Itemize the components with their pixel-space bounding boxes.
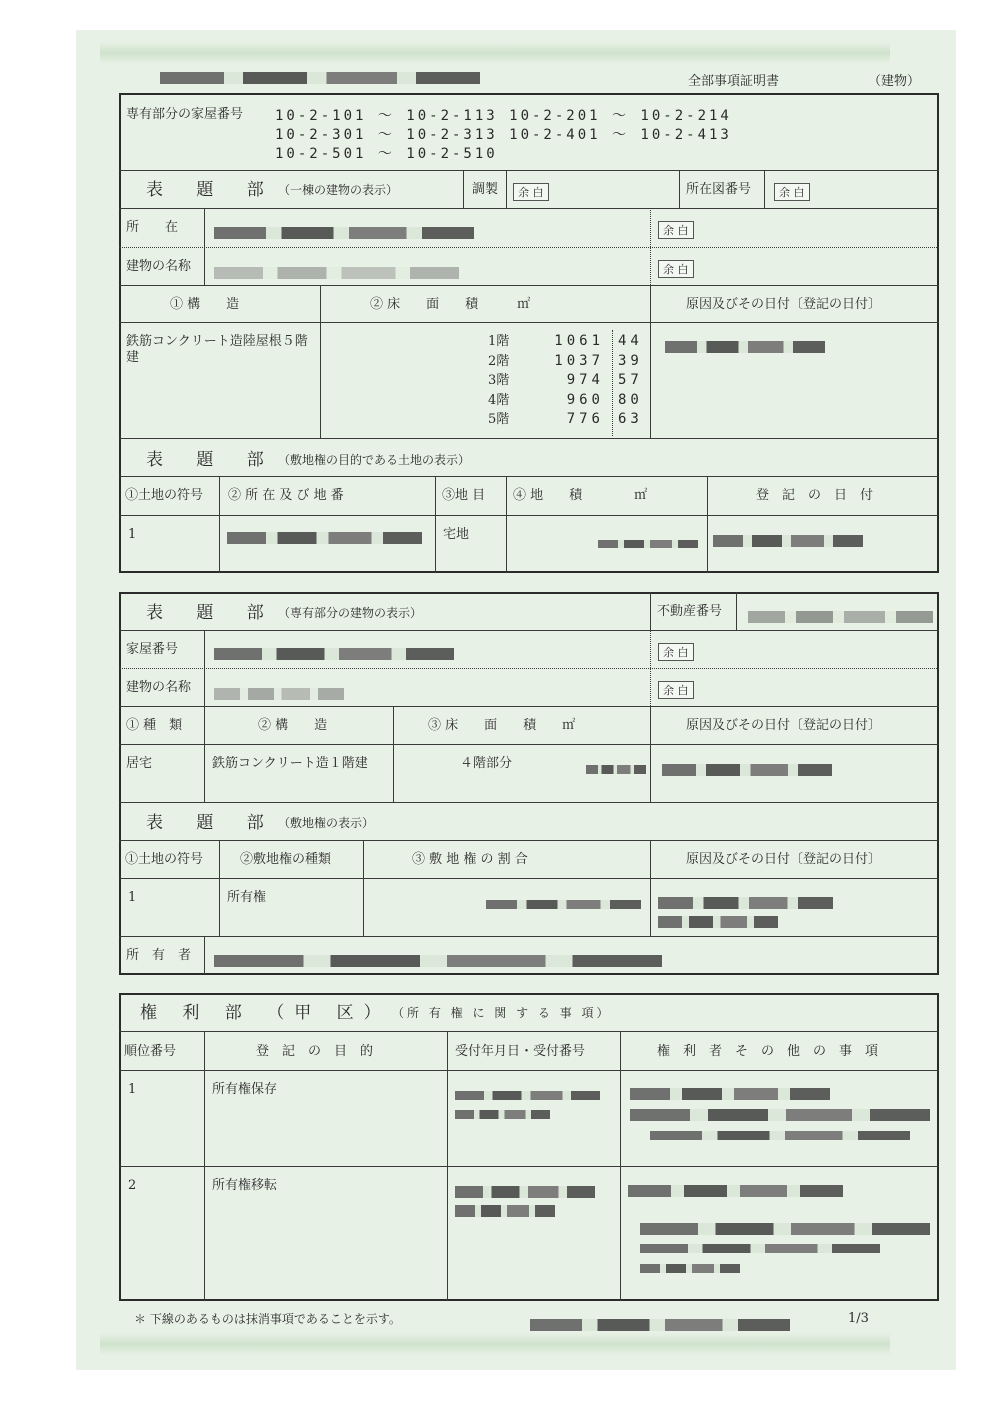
floor-area: 974 <box>566 372 604 388</box>
right-row-2-details-redacted-4 <box>640 1258 740 1277</box>
unit-area-redacted <box>586 759 646 778</box>
right-row-1-details-redacted-3 <box>650 1125 910 1144</box>
unit-structure-value: 鉄筋コンクリート造１階建 <box>212 756 368 771</box>
divider <box>119 438 939 439</box>
right-row-2-receipt-redacted <box>455 1181 595 1200</box>
unit-house-number-note: 余 白 <box>658 643 694 661</box>
house-numbers-line-1: 10-2-101 ～ 10-2-113 10-2-201 ～ 10-2-214 <box>275 108 732 124</box>
s2-col-date: 登 記 の 日 付 <box>756 488 874 503</box>
section4-subtitle: （敷地権の表示） <box>278 816 375 830</box>
s2-date-redacted <box>713 530 863 549</box>
s2-col-category: ③地 目 <box>442 488 486 503</box>
divider <box>363 840 364 936</box>
divider <box>506 476 507 573</box>
divider <box>119 1031 939 1032</box>
divider <box>119 706 939 707</box>
floor-area-decimal: 39 <box>618 352 643 369</box>
right-row-1-details-redacted-1 <box>630 1083 830 1102</box>
divider <box>119 208 939 209</box>
s2-location-redacted <box>227 527 422 546</box>
divider <box>119 515 939 516</box>
realestate-number-label: 不動産番号 <box>657 604 723 619</box>
floor-label: 3階 <box>488 373 510 388</box>
section5-title: 権 利 部 （甲 区） <box>140 1003 391 1023</box>
floor-area-decimal: 57 <box>618 372 643 388</box>
divider <box>119 476 939 477</box>
section3-subtitle: （専有部分の建物の表示） <box>278 606 423 620</box>
structure-value: 鉄筋コンクリート造陸屋根５階建 <box>126 334 308 365</box>
floor-area: 776 <box>566 411 604 427</box>
divider <box>119 247 939 248</box>
floor-label: 5階 <box>488 412 510 427</box>
location-note: 余 白 <box>658 221 694 239</box>
realestate-number-redacted <box>748 606 933 625</box>
s5-col-receipt: 受付年月日・受付番号 <box>455 1044 586 1059</box>
floor-label: 1階 <box>488 334 510 349</box>
divider <box>764 170 765 208</box>
unit-cause-redacted <box>662 759 832 778</box>
s2-col-code: ①土地の符号 <box>125 488 204 503</box>
right-row-1-receipt-redacted-2 <box>455 1104 550 1123</box>
s4-land-code: 1 <box>128 890 137 905</box>
chosei-label: 調製 <box>472 182 499 197</box>
floor-area: 960 <box>566 391 604 408</box>
divider <box>219 476 220 573</box>
unit-name-label: 建物の名称 <box>126 680 192 695</box>
footer-note: ＊ 下線のあるものは抹消事項であることを示す。 <box>134 1312 401 1326</box>
house-numbers-label: 専有部分の家屋番号 <box>126 107 244 122</box>
s3-col-area: ③ 床 面 積 ㎡ <box>428 718 576 733</box>
divider <box>119 170 939 171</box>
s5-col-details: 権 利 者 そ の 他 の 事 項 <box>657 1044 879 1059</box>
divider <box>119 285 939 286</box>
divider <box>119 1166 939 1167</box>
s3-col-kind: ① 種 類 <box>126 718 183 733</box>
location-label: 所 在 <box>126 220 179 235</box>
divider <box>219 840 220 936</box>
s2-area-redacted <box>598 533 698 552</box>
divider <box>736 592 737 630</box>
divider <box>650 285 651 438</box>
divider <box>204 706 205 802</box>
right-row-2-details-redacted-3 <box>640 1238 880 1257</box>
divider <box>707 476 708 573</box>
s3-col-cause: 原因及びその日付〔登記の日付〕 <box>686 718 882 733</box>
s5-col-purpose: 登 記 の 目 的 <box>256 1044 374 1059</box>
divider <box>650 840 651 936</box>
s4-right-type: 所有権 <box>227 890 267 905</box>
divider <box>679 170 680 208</box>
s5-col-rank: 順位番号 <box>124 1044 177 1059</box>
location-redacted <box>214 222 474 241</box>
decimal-divider <box>612 330 613 436</box>
divider <box>119 840 939 841</box>
floor-label: 4階 <box>488 392 510 408</box>
floor-area-decimal: 63 <box>618 411 643 427</box>
divider <box>393 706 394 802</box>
s4-col-type: ②敷地権の種類 <box>240 852 332 867</box>
unit-name-note: 余 白 <box>658 681 694 699</box>
right-row-1-details-redacted-2 <box>630 1104 930 1123</box>
map-number-label: 所在図番号 <box>686 182 752 197</box>
cause-redacted <box>665 336 825 355</box>
s2-col-area: ④ 地 積 ㎡ <box>513 488 648 503</box>
divider <box>119 936 939 937</box>
divider <box>435 476 436 573</box>
floor-area-decimal: 80 <box>618 391 643 408</box>
floor-label: 2階 <box>488 353 510 369</box>
divider <box>119 1070 939 1071</box>
owner-label: 所 有 者 <box>126 948 192 963</box>
section3-title: 表 題 部 <box>146 603 278 623</box>
divider <box>506 170 507 208</box>
unit-name-redacted <box>214 683 344 702</box>
s4-col-cause: 原因及びその日付〔登記の日付〕 <box>686 852 882 867</box>
unit-kind-value: 居宅 <box>126 756 153 771</box>
map-number-value: 余 白 <box>774 183 810 201</box>
right-row-2-details-redacted-1 <box>628 1180 843 1199</box>
section2-title: 表 題 部 <box>146 450 278 470</box>
divider <box>119 878 939 879</box>
right-row-1-receipt-redacted <box>455 1085 600 1104</box>
s4-cause-redacted-1 <box>658 892 833 911</box>
s2-land-category: 宅地 <box>443 527 470 542</box>
s2-col-location: ② 所 在 及 び 地 番 <box>228 488 344 503</box>
divider <box>320 285 321 438</box>
s2-land-code: 1 <box>128 527 137 542</box>
right-row-2-receipt-redacted-2 <box>455 1200 555 1219</box>
footer-code-redacted <box>530 1314 790 1333</box>
divider <box>119 322 939 323</box>
s4-cause-redacted-2 <box>658 911 778 930</box>
unit-area-part: ４階部分 <box>460 756 513 771</box>
divider <box>119 668 939 669</box>
right-row-2-purpose: 所有権移転 <box>212 1178 278 1193</box>
divider <box>119 630 939 631</box>
s4-col-code: ①土地の符号 <box>125 852 204 867</box>
right-row-1-no: 1 <box>128 1082 137 1097</box>
unit-house-number-label: 家屋番号 <box>126 642 179 657</box>
col-floor-area: ② 床 面 積 ㎡ <box>370 297 531 312</box>
right-row-2-details-redacted-2 <box>640 1218 930 1237</box>
divider <box>119 744 939 745</box>
section5-subtitle: （所 有 権 に 関 す る 事 項） <box>392 1006 612 1020</box>
divider <box>463 170 464 208</box>
floor-area: 1061 <box>554 333 604 349</box>
col-structure: ① 構 造 <box>170 297 240 312</box>
floor-area: 1037 <box>554 352 604 369</box>
page-number: 1/3 <box>848 1311 869 1326</box>
col-cause-date: 原因及びその日付〔登記の日付〕 <box>686 297 882 312</box>
house-numbers-line-3: 10-2-501 ～ 10-2-510 <box>275 146 498 162</box>
s4-col-ratio: ③ 敷 地 権 の 割 合 <box>412 852 528 867</box>
section4-title: 表 題 部 <box>146 813 278 833</box>
divider <box>119 802 939 803</box>
s4-ratio-redacted <box>486 894 641 913</box>
building-name-label: 建物の名称 <box>126 259 192 274</box>
section2-subtitle: （敷地権の目的である土地の表示） <box>278 453 471 467</box>
owner-redacted <box>214 950 662 969</box>
header-title: 全部事項証明書 <box>688 74 780 89</box>
section1-title: 表 題 部 <box>146 180 278 200</box>
building-name-redacted <box>214 262 459 281</box>
divider <box>204 936 205 974</box>
divider <box>650 592 651 630</box>
header-redacted <box>160 70 480 85</box>
decorative-band-bottom <box>100 1333 890 1355</box>
house-numbers-line-2: 10-2-301 ～ 10-2-313 10-2-401 ～ 10-2-413 <box>275 127 732 143</box>
s3-col-structure: ② 構 造 <box>258 718 328 733</box>
floor-area-decimal: 44 <box>618 333 643 349</box>
header-kind: （建物） <box>868 74 921 89</box>
unit-house-number-redacted <box>214 643 454 662</box>
building-name-note: 余 白 <box>658 260 694 278</box>
right-row-1-purpose: 所有権保存 <box>212 1082 278 1097</box>
right-row-2-no: 2 <box>128 1178 137 1193</box>
section1-subtitle: （一棟の建物の表示） <box>278 183 399 197</box>
decorative-band-top <box>100 42 890 64</box>
chosei-value: 余 白 <box>513 183 549 201</box>
divider <box>650 706 651 802</box>
